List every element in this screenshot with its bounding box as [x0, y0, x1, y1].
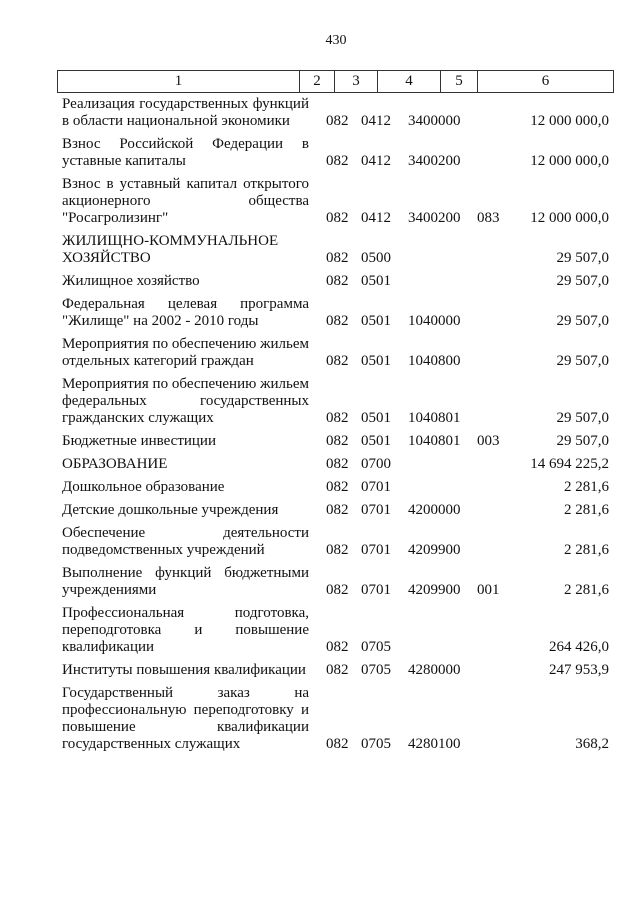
row-sum: 29 507,0	[556, 273, 609, 289]
table-row	[0, 296, 640, 330]
table-row	[0, 685, 640, 753]
table-row	[0, 605, 640, 656]
row-cs: 1040000	[408, 313, 461, 329]
header-col-2: 2	[300, 71, 335, 92]
row-sum: 247 953,9	[549, 662, 609, 678]
row-name: Дошкольное образование	[62, 479, 225, 495]
row-cs: 4280000	[408, 662, 461, 678]
row-cs: 3400200	[408, 153, 461, 169]
row-rz: 0700	[361, 456, 391, 472]
row-rz: 0701	[361, 479, 391, 495]
table-row	[0, 525, 640, 559]
table-row	[0, 96, 640, 130]
row-sum: 29 507,0	[556, 410, 609, 426]
row-vr: 083	[477, 210, 500, 226]
row-rz: 0701	[361, 582, 391, 598]
row-name: Детские дошкольные учреждения	[62, 502, 279, 518]
row-rz: 0705	[361, 662, 391, 678]
row-sum: 29 507,0	[556, 313, 609, 329]
row-ved: 082	[326, 410, 349, 426]
page-number: 430	[325, 33, 347, 48]
row-sum: 29 507,0	[556, 433, 609, 449]
table-row	[0, 273, 640, 290]
row-rz: 0412	[361, 153, 391, 169]
row-rz: 0412	[361, 113, 391, 129]
row-rz: 0500	[361, 250, 391, 266]
row-cs: 4200000	[408, 502, 461, 518]
row-ved: 082	[326, 353, 349, 369]
row-rz: 0705	[361, 736, 391, 752]
row-cs: 3400000	[408, 113, 461, 129]
row-ved: 082	[326, 210, 349, 226]
row-cs: 1040800	[408, 353, 461, 369]
table-row	[0, 136, 640, 170]
row-vr: 003	[477, 433, 500, 449]
header-col-1: 1	[58, 71, 300, 92]
row-name: Институты повышения квалификации	[62, 662, 306, 678]
row-cs: 4280100	[408, 736, 461, 752]
header-col-6: 6	[541, 73, 550, 89]
row-ved: 082	[326, 433, 349, 449]
table-row	[0, 376, 640, 427]
row-rz: 0705	[361, 639, 391, 655]
row-ved: 082	[326, 639, 349, 655]
row-cs: 1040801	[408, 433, 461, 449]
row-ved: 082	[326, 273, 349, 289]
row-ved: 082	[326, 250, 349, 266]
row-rz: 0501	[361, 433, 391, 449]
table-row	[0, 479, 640, 496]
row-name: Профессиональная подготовка, переподготовка и повышение квалификации	[62, 605, 309, 655]
table-row	[0, 502, 640, 519]
table-header-row	[57, 70, 614, 93]
row-sum: 12 000 000,0	[530, 210, 609, 226]
row-name: Реализация государственных функций в области национальной экономики	[62, 96, 309, 129]
row-ved: 082	[326, 542, 349, 558]
row-ved: 082	[326, 113, 349, 129]
row-sum: 264 426,0	[549, 639, 609, 655]
row-sum: 2 281,6	[564, 542, 609, 558]
table-body	[0, 96, 640, 759]
header-col-5: 5	[441, 71, 478, 92]
row-sum: 2 281,6	[564, 479, 609, 495]
row-rz: 0412	[361, 210, 391, 226]
row-ved: 082	[326, 502, 349, 518]
row-cs: 3400200	[408, 210, 461, 226]
row-name: Жилищное хозяйство	[62, 273, 200, 289]
row-sum: 12 000 000,0	[530, 113, 609, 129]
row-name: Выполнение функций бюджетными учреждениями	[62, 565, 309, 598]
row-name: Взнос Российской Федерации в уставные капиталы	[62, 136, 309, 169]
row-name: Бюджетные инвестиции	[62, 433, 216, 449]
row-ved: 082	[326, 662, 349, 678]
row-rz: 0501	[361, 313, 391, 329]
row-name: Обеспечение деятельности подведомственных учреждений	[62, 525, 309, 558]
row-rz: 0501	[361, 410, 391, 426]
row-ved: 082	[326, 736, 349, 752]
table-row	[0, 456, 640, 473]
table-row	[0, 565, 640, 599]
row-rz: 0501	[361, 353, 391, 369]
row-name: Государственный заказ на профессиональную переподготовку и повышение квалификации государственных служащих	[62, 685, 309, 752]
table-row	[0, 336, 640, 370]
table-row	[0, 233, 640, 267]
table-row	[0, 176, 640, 227]
row-cs: 4209900	[408, 582, 461, 598]
row-name: ОБРАЗОВАНИЕ	[62, 456, 168, 472]
row-cs: 4209900	[408, 542, 461, 558]
row-sum: 29 507,0	[556, 353, 609, 369]
row-ved: 082	[326, 479, 349, 495]
header-col-4: 4	[378, 71, 441, 92]
row-rz: 0701	[361, 502, 391, 518]
row-sum: 2 281,6	[564, 502, 609, 518]
row-name: Федеральная целевая программа "Жилище" на 2002 - 2010 годы	[62, 296, 309, 329]
row-sum: 2 281,6	[564, 582, 609, 598]
row-sum: 29 507,0	[556, 250, 609, 266]
row-ved: 082	[326, 582, 349, 598]
row-name: Мероприятия по обеспечению жильем федеральных государственных гражданских служащих	[62, 376, 309, 426]
row-rz: 0501	[361, 273, 391, 289]
row-sum: 14 694 225,2	[530, 456, 609, 472]
row-name: Взнос в уставный капитал открытого акционерного общества "Росагролизинг"	[62, 176, 309, 226]
table-row	[0, 433, 640, 450]
table-row	[0, 662, 640, 679]
row-name: ЖИЛИЩНО-КОММУНАЛЬНОЕ ХОЗЯЙСТВО	[62, 233, 279, 266]
row-name: Мероприятия по обеспечению жильем отдельных категорий граждан	[62, 336, 309, 369]
row-sum: 368,2	[575, 736, 609, 752]
row-cs: 1040801	[408, 410, 461, 426]
row-rz: 0701	[361, 542, 391, 558]
row-ved: 082	[326, 456, 349, 472]
row-ved: 082	[326, 313, 349, 329]
row-sum: 12 000 000,0	[530, 153, 609, 169]
row-vr: 001	[477, 582, 500, 598]
header-col-3: 3	[335, 71, 378, 92]
row-ved: 082	[326, 153, 349, 169]
